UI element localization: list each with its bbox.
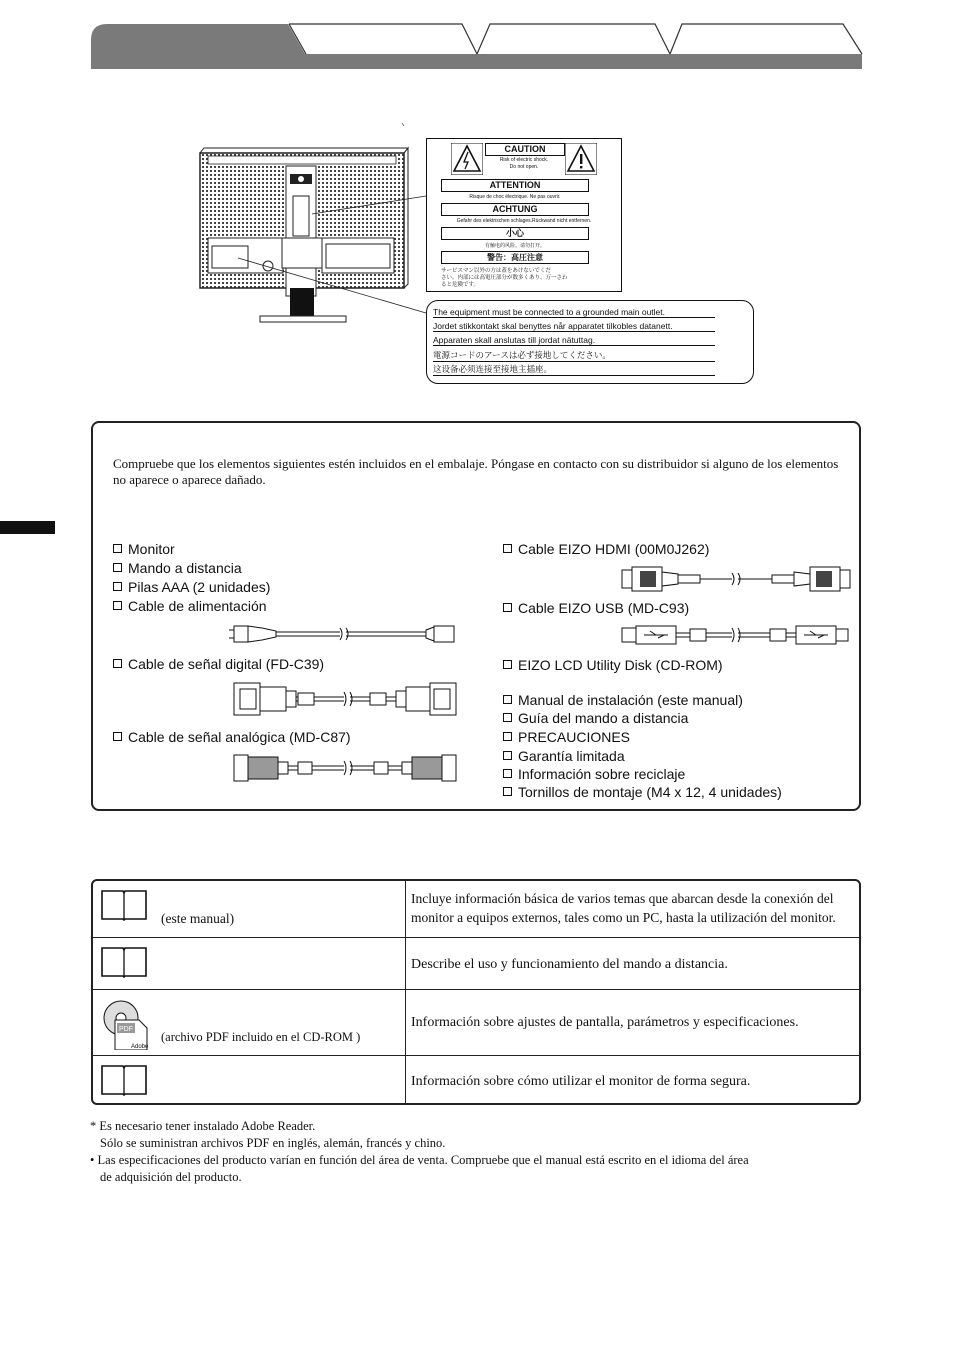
pdf-badge: PDF (119, 1026, 133, 1033)
xiaoxin-text: 有触电的风险。请勿打开。 (484, 243, 545, 249)
item-utility-disk: EIZO LCD Utility Disk (CD-ROM) (503, 656, 723, 674)
keikoku-text-1: サービスマン以外の方は蓋をあけないでくだ (441, 268, 551, 274)
tab-4 (670, 24, 862, 54)
manuals-table (91, 879, 861, 1105)
keikoku-text-3: ると危険です。 (441, 282, 480, 288)
item-screws: Tornillos de montaje (M4 x 12, 4 unidades) (503, 783, 782, 801)
checkbox-icon (113, 563, 122, 572)
section-tabs (0, 0, 954, 80)
xiaoxin-heading: 小心 (441, 227, 589, 240)
keikoku-text-2: さい。内部には高電圧部分が数多くあり、万一さわ (441, 275, 568, 281)
item-power-cable: Cable de alimentación (113, 597, 267, 615)
ground-line-5: 这设备必须连接至接地主插座。 (433, 363, 715, 376)
warning-triangle-icon (451, 143, 483, 175)
item-digital-cable: Cable de señal digital (FD-C39) (113, 655, 324, 673)
analog-cable-icon (232, 752, 458, 784)
note-1b: Sólo se suministran archivos PDF en inglés, alemán, francés y chino. (100, 1136, 446, 1150)
checkbox-icon (503, 787, 512, 796)
tab-3 (477, 24, 670, 54)
item-warranty: Garantía limitada (503, 747, 625, 765)
book-icon (101, 889, 147, 921)
checkbox-icon (113, 582, 122, 591)
item-usb-cable: Cable EIZO USB (MD-C93) (503, 599, 689, 617)
package-intro: Compruebe que los elementos siguientes estén incluidos en el embalaje. Póngase en contacto con su distribuidor si alguno de los elementos no aparece o aparece dañado. (113, 456, 839, 487)
checkbox-icon (503, 660, 512, 669)
caution-text-2: Do not open. (509, 164, 539, 170)
attention-text: Risque de choc électrique. Ne pas ouvrir. (469, 194, 561, 200)
digital-cable-icon (232, 678, 458, 720)
manual-desc-remote: Describe el uso y funcionamiento del mando a distancia. (411, 957, 728, 972)
item-remote-guide: Guía del mando a distancia (503, 709, 688, 727)
book-icon (101, 1064, 147, 1096)
note-2: • Las especificaciones del producto varían en función del área de venta. Compruebe que el manual está escrito en el idioma del área (90, 1153, 749, 1167)
checkbox-icon (503, 695, 512, 704)
manual-desc-user: Información sobre ajustes de pantalla, parámetros y especificaciones. (411, 1015, 799, 1030)
checkbox-icon (503, 751, 512, 760)
exclamation-triangle-icon (565, 143, 597, 175)
power-cable-icon (228, 622, 458, 646)
book-icon (101, 946, 147, 978)
manual-row-user (93, 990, 859, 1056)
ground-label (426, 300, 754, 384)
item-analog-cable: Cable de señal analógica (MD-C87) (113, 728, 351, 746)
item-hdmi-cable: Cable EIZO HDMI (00M0J262) (503, 540, 709, 558)
manual-desc-precautions: Información sobre cómo utilizar el monitor de forma segura. (411, 1074, 751, 1089)
keikoku-heading: 警告：高圧注意 (441, 251, 589, 264)
achtung-heading: ACHTUNG (441, 203, 589, 216)
ground-line-3: Apparaten skall anslutas till jordat nätuttag. (433, 335, 715, 346)
monitor-rear-figure (190, 118, 770, 398)
checkbox-icon (113, 732, 122, 741)
checkbox-icon (503, 732, 512, 741)
checkbox-icon (113, 601, 122, 610)
cd-pdf-icon (101, 998, 151, 1050)
item-precautions: PRECAUCIONES (503, 728, 630, 746)
checkbox-icon (113, 659, 122, 668)
hdmi-cable-icon (620, 564, 852, 594)
checkbox-icon (503, 769, 512, 778)
attention-heading: ATTENTION (441, 179, 589, 192)
item-batteries: Pilas AAA (2 unidades) (113, 578, 270, 596)
ground-line-4: 電源コードのアースは必ず接地してください。 (433, 349, 715, 362)
checkbox-icon (113, 544, 122, 553)
tabs-underline-bar (91, 54, 862, 69)
item-setup-manual: Manual de instalación (este manual) (503, 691, 743, 709)
footnotes (90, 1118, 865, 1186)
note-1: * Es necesario tener instalado Adobe Reader. (90, 1119, 316, 1133)
tab-active (91, 24, 305, 54)
manual-row-setup (93, 881, 859, 938)
item-recycling: Información sobre reciclaje (503, 765, 685, 783)
item-monitor: Monitor (113, 540, 175, 558)
note-2b: de adquisición del producto. (100, 1170, 242, 1184)
side-marker (0, 521, 55, 534)
manual-row-precautions (93, 1056, 859, 1105)
manual-name-user: (archivo PDF incluido en el CD-ROM ) (161, 1030, 361, 1044)
ground-line-2: Jordet stikkontakt skal benyttes når apparatet tilkobles datanett. (433, 321, 715, 332)
adobe-mark: Adobe (131, 1044, 149, 1050)
caution-text-1: Risk of electric shock. (499, 157, 549, 163)
ground-line-1: The equipment must be connected to a grounded main outlet. (433, 307, 715, 318)
caution-heading: CAUTION (485, 143, 565, 156)
checkbox-icon (503, 713, 512, 722)
manual-name-setup: (este manual) (161, 911, 235, 926)
achtung-text: Gefahr des elektrischen schlages.Rückwand nicht entfernen. (456, 218, 592, 224)
manual-desc-setup: Incluye información básica de varios temas que abarcan desde la conexión del monitor a equipos externos, tales como un PC, hasta la utilización del monitor. (411, 891, 836, 925)
manual-row-remote (93, 938, 859, 990)
usb-cable-icon (620, 622, 852, 648)
checkbox-icon (503, 544, 512, 553)
checkbox-icon (503, 603, 512, 612)
item-remote: Mando a distancia (113, 559, 242, 577)
caution-label (426, 138, 622, 292)
tab-2 (289, 24, 477, 54)
